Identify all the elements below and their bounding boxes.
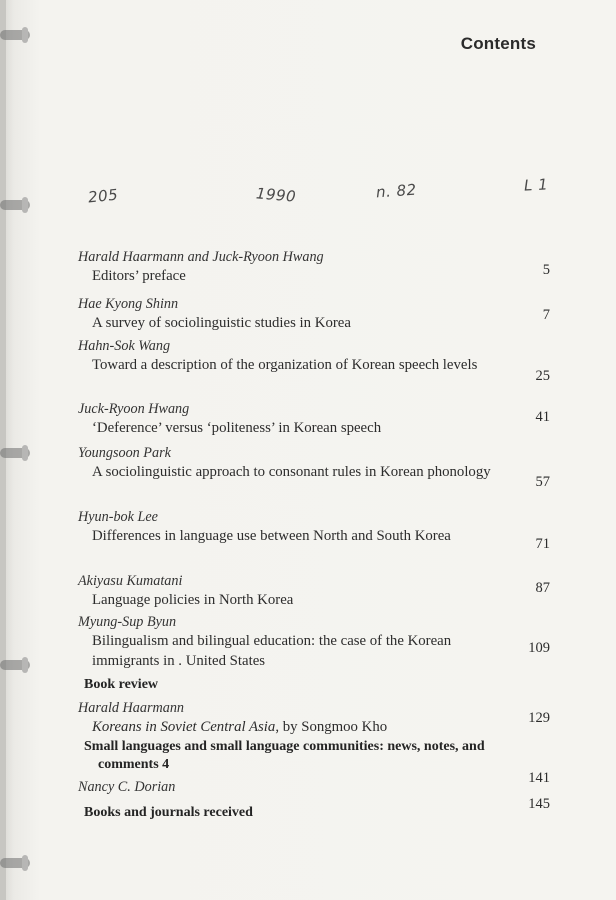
entry-title: A sociolinguistic approach to consonant rules in Korean phonology xyxy=(92,464,491,480)
entry-page-number: 7 xyxy=(542,307,550,323)
entry-author: Youngsoon Park xyxy=(78,445,171,461)
entry-author: Harald Haarmann xyxy=(78,700,185,716)
toc-entry xyxy=(78,614,554,671)
toc-entry xyxy=(78,700,554,737)
reviewed-book-author: , by Songmoo Kho xyxy=(275,719,388,735)
section-heading-small-languages xyxy=(84,738,554,774)
toc-entry xyxy=(78,509,554,552)
entry-page-number: 71 xyxy=(535,536,550,552)
handwritten-note: 1990 xyxy=(255,184,297,206)
entry-author: Hahn-Sok Wang xyxy=(78,338,171,354)
section-heading-line: Small languages and small language communities: news, notes, and xyxy=(84,739,485,754)
toc-entry xyxy=(78,445,554,490)
entry-author: Hae Kyong Shinn xyxy=(78,296,179,312)
entry-author: Harald Haarmann and Juck-Ryoon Hwang xyxy=(78,249,324,265)
entry-title: Toward a description of the organization of Korean speech levels xyxy=(92,357,478,373)
section-heading-book-review: Book review xyxy=(84,677,159,692)
entry-page-number: 145 xyxy=(528,796,550,812)
toc-entry xyxy=(78,296,554,333)
entry-title: ‘Deference’ versus ‘politeness’ in Korean speech xyxy=(92,420,382,436)
entry-author: Akiyasu Kumatani xyxy=(78,573,183,589)
entry-author: Myung-Sup Byun xyxy=(78,614,177,630)
toc-entry xyxy=(78,338,554,384)
handwritten-note: L 1 xyxy=(523,175,549,195)
section-heading-books-received: Books and journals received xyxy=(84,805,253,820)
section-heading-line: comments 4 xyxy=(98,757,170,772)
handwritten-note: n. 82 xyxy=(375,180,418,202)
toc-entry xyxy=(78,401,554,438)
toc-entry xyxy=(78,770,554,796)
entry-title: Differences in language use between North and South Korea xyxy=(92,528,451,544)
toc-entry xyxy=(78,249,554,286)
entry-page-number: 57 xyxy=(535,474,550,490)
entry-page-number: 141 xyxy=(528,770,550,786)
page-title: Contents xyxy=(460,34,536,53)
toc-entry xyxy=(78,573,554,610)
entry-title: A survey of sociolinguistic studies in Korea xyxy=(92,315,351,331)
handwritten-note: 205 xyxy=(87,185,119,207)
entry-title: Editors’ preface xyxy=(92,268,186,284)
entry-author: Hyun-bok Lee xyxy=(78,509,158,525)
entry-page-number: 41 xyxy=(535,409,550,425)
entry-page-number: 87 xyxy=(535,580,550,596)
entry-page-number: 109 xyxy=(528,640,550,656)
entry-page-number: 5 xyxy=(542,262,550,278)
entry-page-number: 129 xyxy=(528,710,550,726)
entry-author: Juck-Ryoon Hwang xyxy=(78,401,190,417)
entry-author: Nancy C. Dorian xyxy=(78,779,176,795)
entry-page-number: 25 xyxy=(535,368,550,384)
reviewed-book-title: Koreans in Soviet Central Asia xyxy=(92,719,276,735)
entry-title xyxy=(92,717,492,737)
entry-title: Bilingualism and bilingual education: the case of the Korean immigrants in . United States xyxy=(92,633,452,669)
entry-title: Language policies in North Korea xyxy=(92,592,294,608)
